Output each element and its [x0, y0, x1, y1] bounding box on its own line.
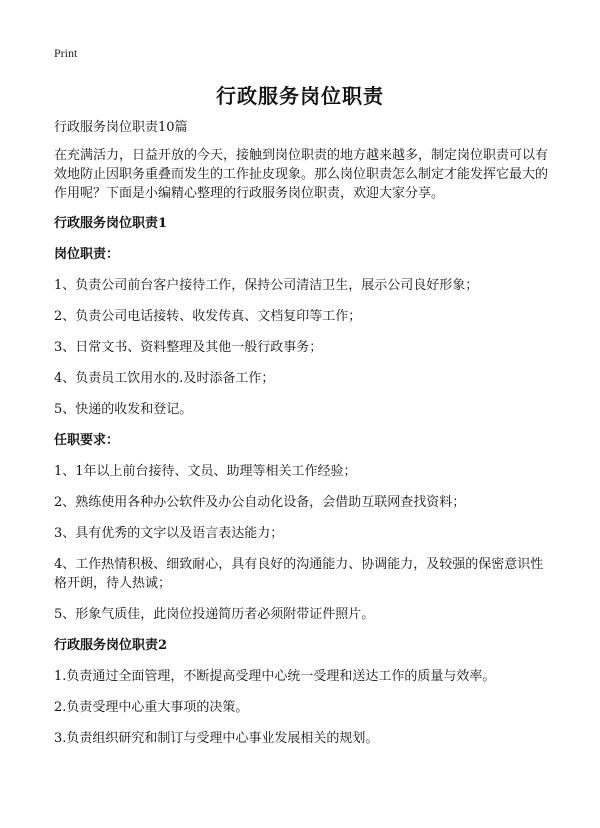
section-1-heading: 行政服务岗位职责1	[54, 216, 168, 231]
section-2-item: 3.负责组织研究和制订与受理中心事业发展相关的规划。	[54, 731, 379, 746]
page-title: 行政服务岗位职责	[216, 84, 384, 108]
duty-item: 4、负责员工饮用水的.及时添备工作；	[54, 371, 275, 386]
requirement-item: 3、具有优秀的文字以及语言表达能力；	[54, 526, 284, 541]
duties-heading: 岗位职责：	[54, 247, 120, 262]
duty-item: 3、日常文书、资料整理及其他一般行政事务；	[54, 340, 323, 355]
requirement-item: 1、1年以上前台接待、文员、助理等相关工作经验；	[54, 464, 357, 479]
section-2-heading: 行政服务岗位职责2	[54, 638, 168, 653]
intro-paragraph: 在充满活力，日益开放的今天，接触到岗位职责的地方越来越多，制定岗位职责可以有效地防止因职务重叠而发生的工作扯皮现象。那么岗位职责怎么制定才能发挥它最大的作用呢？下面是小编精心整理的行政服务岗位职责，欢迎大家分享。	[54, 148, 549, 201]
section-2-item: 1.负责通过全面管理，不断提高受理中心统一受理和送达工作的质量与效率。	[54, 669, 496, 684]
print-link[interactable]: Print	[54, 46, 78, 60]
requirement-item: 2、熟练使用各种办公软件及办公自动化设备，会借助互联网查找资料；	[54, 495, 466, 510]
requirements-heading: 任职要求：	[54, 433, 120, 448]
duty-item: 1、负责公司前台客户接待工作，保持公司清洁卫生，展示公司良好形象；	[54, 278, 479, 293]
duty-item: 5、快递的收发和登记。	[54, 402, 193, 417]
section-2-item: 2.负责受理中心重大事项的决策。	[54, 700, 249, 715]
requirement-item: 5、形象气质佳，此岗位投递简历者必须附带证件照片。	[54, 607, 375, 622]
duty-item: 2、负责公司电话接转、收发传真、文档复印等工作；	[54, 309, 362, 324]
document-subtitle: 行政服务岗位职责10篇	[54, 120, 188, 135]
requirement-item: 4、工作热情积极、细致耐心，具有良好的沟通能力、协调能力，及较强的保密意识性格开朗，待人热诚；	[54, 557, 544, 591]
document-body	[54, 118, 550, 760]
